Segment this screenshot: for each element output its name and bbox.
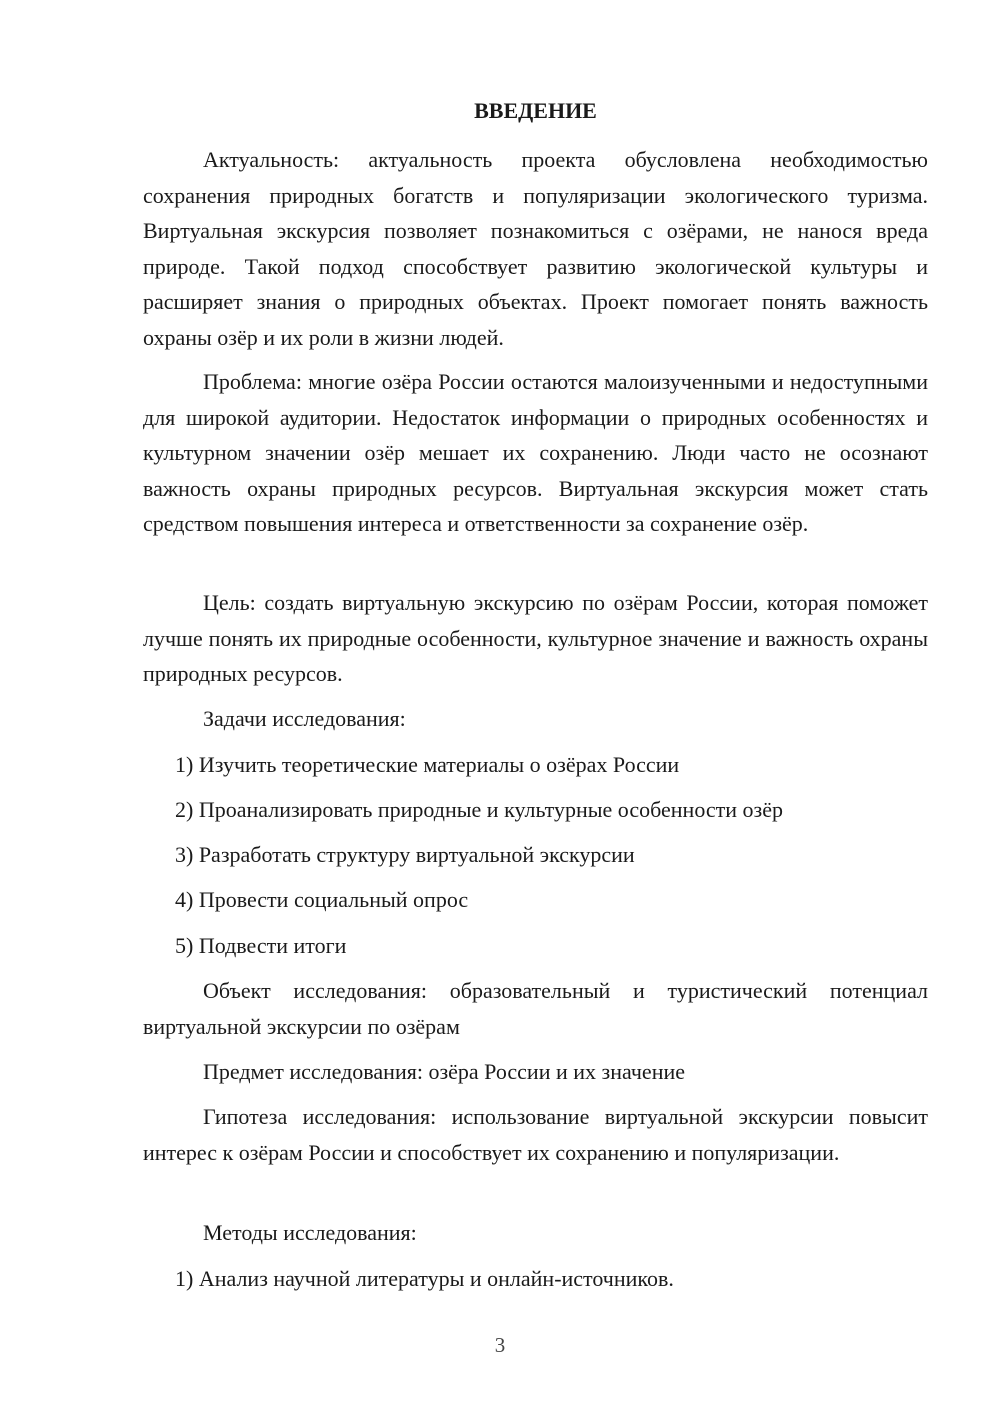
goal-paragraph: Цель: создать виртуальную экскурсию по озёрам России, которая поможет лучше понять их природные особенности, культурное значение и важность охраны природных ресурсов. bbox=[143, 590, 928, 686]
page-title: ВВЕДЕНИЕ bbox=[474, 98, 597, 123]
task-item-4: 4) Провести социальный опрос bbox=[175, 887, 469, 912]
task-item-3: 3) Разработать структуру виртуальной экскурсии bbox=[175, 842, 635, 867]
hypothesis-paragraph: Гипотеза исследования: использование виртуальной экскурсии повысит интерес к озёрам России и способствует их сохранению и популяризации. bbox=[143, 1104, 928, 1165]
methods-heading: Методы исследования: bbox=[203, 1220, 417, 1245]
page-number: 3 bbox=[494, 1333, 506, 1357]
subject-paragraph: Предмет исследования: озёра России и их значение bbox=[203, 1059, 686, 1084]
tasks-heading: Задачи исследования: bbox=[203, 706, 406, 731]
relevance-paragraph: Актуальность: актуальность проекта обусловлена необходимостью сохранения природных богатств и популяризации экологического туризма. Виртуальная экскурсия позволяет познакомиться с озёрами, не нанося вреда природе. Такой подход способствует развитию экологической культуры и расширяет знания о природных объектах. Проект помогает понять важность охраны озёр и их роли в жизни людей. bbox=[143, 147, 928, 350]
object-paragraph: Объект исследования: образовательный и туристический потенциал виртуальной экскурсии по озёрам bbox=[143, 978, 928, 1039]
task-item-2: 2) Проанализировать природные и культурные особенности озёр bbox=[175, 797, 783, 822]
method-item-1: 1) Анализ научной литературы и онлайн-источников. bbox=[175, 1266, 674, 1291]
task-item-1: 1) Изучить теоретические материалы о озёрах России bbox=[175, 752, 680, 777]
problem-paragraph: Проблема: многие озёра России остаются малоизученными и недоступными для широкой аудитории. Недостаток информации о природных особенностях и культурном значении озёр мешает их сохранению. Люди часто не осознают важность охраны природных ресурсов. Виртуальная экскурсия может стать средством повышения интереса и ответственности за сохранение озёр. bbox=[143, 369, 928, 536]
task-item-5: 5) Подвести итоги bbox=[175, 933, 347, 958]
